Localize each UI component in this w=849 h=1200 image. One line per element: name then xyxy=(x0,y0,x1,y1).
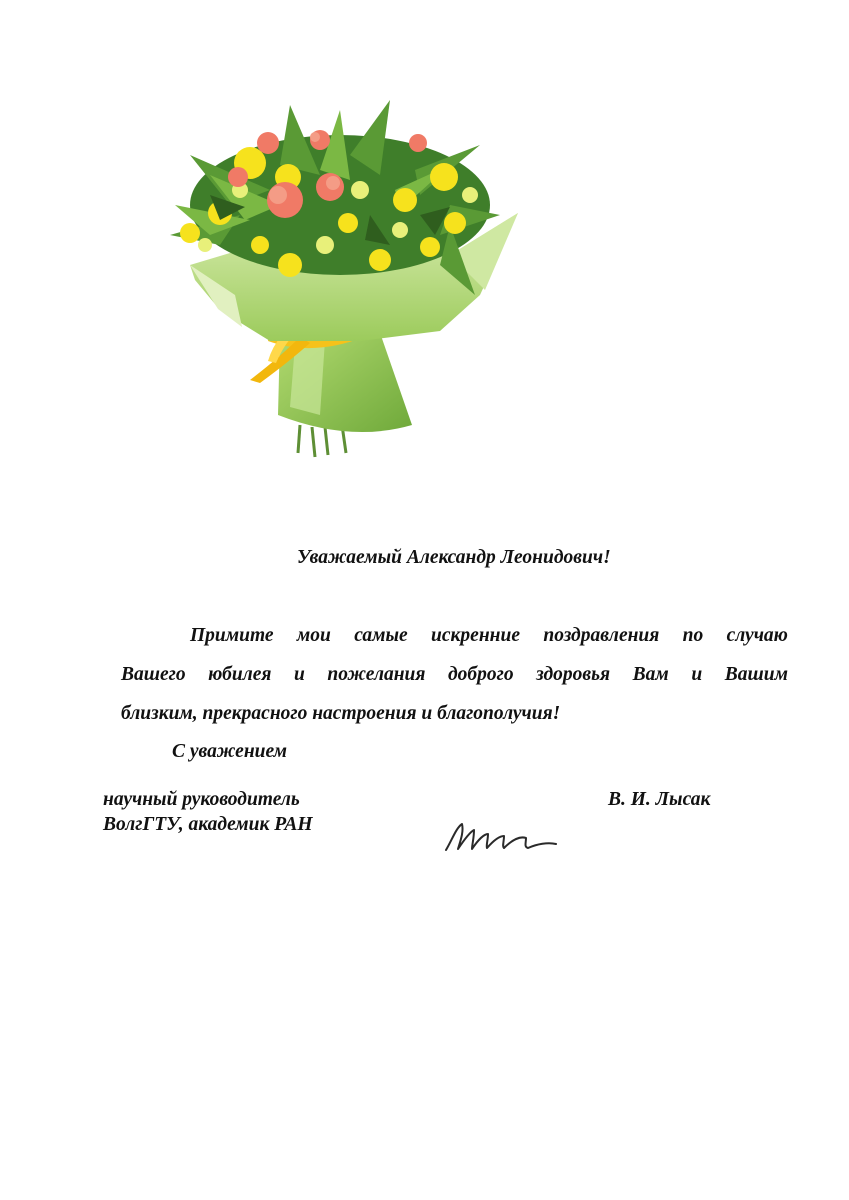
handwritten-signature xyxy=(442,818,558,856)
body-word: пожелания xyxy=(327,664,426,685)
letter-greeting: Уважаемый Александр Леонидович! xyxy=(297,547,611,568)
body-word: Вашего xyxy=(121,664,186,685)
letter-body-line-2 xyxy=(121,665,788,685)
body-word: мои xyxy=(296,625,331,646)
body-word: случаю xyxy=(726,625,788,646)
body-word: Вам xyxy=(632,664,669,685)
body-word: Вашим xyxy=(724,664,788,685)
body-word: по xyxy=(682,625,704,646)
body-word: поздравления xyxy=(543,625,660,646)
body-word: самые xyxy=(354,625,408,646)
sender-name: В. И. Лысак xyxy=(608,789,711,810)
body-word: и xyxy=(691,664,703,685)
letter-closing: С уважением xyxy=(172,741,288,762)
body-word: Примите xyxy=(190,625,274,646)
flower-bouquet-image xyxy=(150,95,530,465)
body-word: доброго xyxy=(447,664,514,685)
sender-title-line-2: ВолгГТУ, академик РАН xyxy=(103,814,313,835)
letter-body-line-1 xyxy=(190,626,788,646)
body-word: юбилея xyxy=(208,664,272,685)
body-word: искренние xyxy=(431,625,520,646)
sender-title-line-1: научный руководитель xyxy=(103,789,300,810)
letter-body-line-3: близким, прекрасного настроения и благополучия! xyxy=(121,703,561,724)
body-word: и xyxy=(293,664,305,685)
body-word: здоровья xyxy=(536,664,611,685)
